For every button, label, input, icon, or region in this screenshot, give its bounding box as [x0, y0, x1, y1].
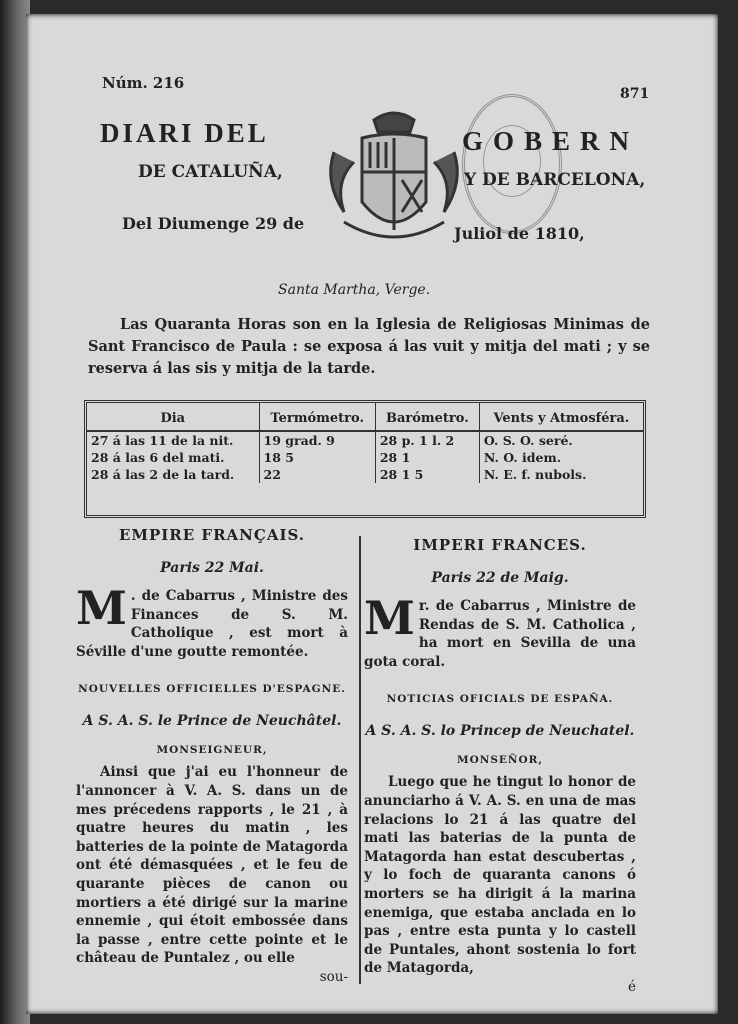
- left-column: [76, 526, 348, 986]
- left-address: A S. A. S. le Prince de Neuchâtel.: [82, 713, 342, 730]
- right-column: [364, 536, 636, 996]
- left-heading: EMPIRE FRANÇAIS.: [118, 526, 306, 544]
- table-row: [87, 431, 643, 449]
- table-row: [87, 449, 643, 466]
- table-cell: 22: [259, 466, 375, 483]
- date-left: Del Diumenge 29 de: [122, 214, 305, 233]
- right-paragraph-1: Mr. de Cabarrus , Ministre de Rendas de S. M. Catholica , ha mort en Sevilla de una gota coral.: [364, 591, 636, 670]
- table-cell: 28 1: [375, 449, 479, 466]
- table-row: [87, 466, 643, 483]
- drop-cap: M: [76, 581, 127, 636]
- table-cell: N. E. f. nubols.: [483, 467, 587, 482]
- title-right: GOBERN: [462, 126, 640, 156]
- table-cell: 28 á las 2 de la tard.: [87, 466, 259, 483]
- table-cell: 19 grad. 9: [259, 431, 375, 449]
- table-cell: O. S. O. seré.: [483, 433, 573, 448]
- weather-header-day: Dia: [87, 403, 259, 431]
- page-number: 871: [620, 86, 650, 102]
- right-heading: IMPERI FRANCES.: [413, 536, 587, 554]
- weather-header-barometer: Barómetro.: [375, 403, 479, 431]
- subtitle-right: Y DE BARCELONA,: [464, 170, 646, 190]
- left-section-title: NOUVELLES OFFICIELLES D'ESPAGNE.: [78, 682, 346, 695]
- right-salutation: MONSEÑOR,: [456, 753, 544, 766]
- drop-cap: M: [364, 591, 415, 646]
- weather-header-thermometer: Termómetro.: [259, 403, 375, 431]
- date-right: Juliol de 1810,: [454, 224, 585, 243]
- table-cell: N. O. idem.: [483, 450, 562, 465]
- right-paragraph-2: Luego que he tingut lo honor de anunciarho á V. A. S. en una de mas relacions lo 21 á las quatre del mati las baterias de la punta de Matagorda han estat descubertas , y lo foch de quaranta canons ó morters se ha dirigit á la marina enemiga, que estaba anclada en lo pas , entre esta punta y lo castell de Puntales, ahont sostenia lo fort de Matagorda,: [364, 774, 636, 977]
- table-cell: 28 1 5: [375, 466, 479, 483]
- saint-of-day: Santa Martha, Verge.: [278, 282, 431, 298]
- subtitle-left: DE CATALUÑA,: [138, 162, 283, 182]
- weather-header-winds: Vents y Atmosféra.: [479, 403, 643, 431]
- right-address: A S. A. S. lo Princep de Neuchatel.: [365, 723, 635, 740]
- right-dateline: Paris 22 de Maig.: [431, 569, 569, 586]
- issue-number: Núm. 216: [102, 74, 185, 92]
- library-stamp: [462, 94, 562, 234]
- coat-of-arms-icon: [314, 102, 474, 262]
- left-paragraph-1: M . de Cabarrus , Ministre des Finances de S. M. Catholique , est mort à Séville d'une goutte remontée.: [76, 581, 348, 660]
- table-cell: 18 5: [259, 449, 375, 466]
- table-cell: 27 á las 11 de la nit.: [87, 431, 259, 449]
- right-section-title: NOTICIAS OFICIALS DE ESPAÑA.: [386, 692, 614, 705]
- newspaper-page: [26, 14, 718, 1014]
- right-catchword: é: [628, 978, 636, 995]
- table-cell: 28 p. 1 l. 2: [375, 431, 479, 449]
- weather-table: [84, 400, 646, 518]
- left-salutation: MONSEIGNEUR,: [156, 743, 268, 756]
- left-dateline: Paris 22 Mai.: [160, 559, 264, 576]
- title-left: DIARI DEL: [100, 118, 269, 148]
- left-catchword: sou-: [319, 968, 348, 985]
- left-paragraph-2: Ainsi que j'ai eu l'honneur de l'annoncer à V. A. S. dans un de mes précedens rapports , le 21 , à quatre heures du matin , les batteries de la pointe de Matagorda ont été démasquées , et le feu de quarante pièces de canon ou mortiers a été dirigé sur la marine ennemie , qui étoit embossée dans la passe , entre cette pointe et le château de Puntalez , ou elle: [76, 764, 348, 967]
- table-cell: 28 á las 6 del mati.: [87, 449, 259, 466]
- column-divider: [359, 536, 361, 984]
- intro-paragraph: Las Quaranta Horas son en la Iglesia de Religiosas Minimas de Sant Francisco de Paula : se exposa á las vuit y mitja del mati ; y se reserva á las sis y mitja de la tarde.: [88, 316, 650, 377]
